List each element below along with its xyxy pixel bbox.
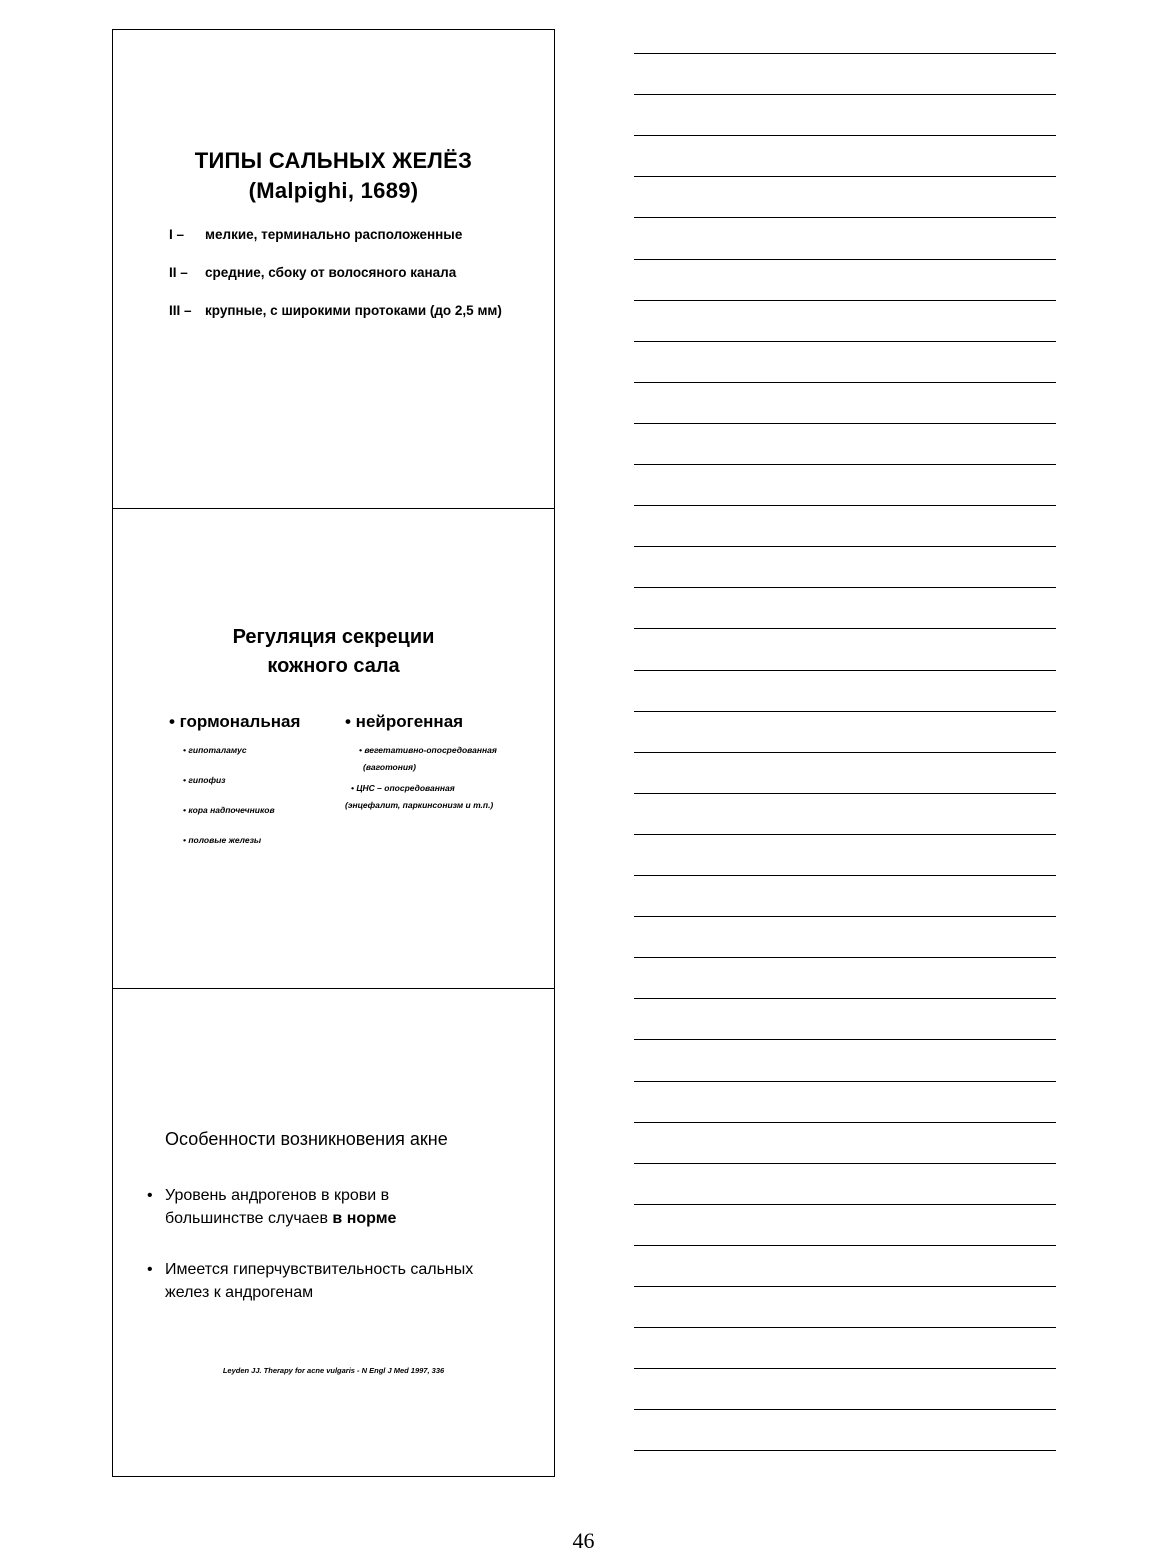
neurogenic-item: • ЦНС – опосредованная — [351, 783, 455, 793]
hormonal-column — [169, 711, 339, 861]
slide1-title-line2: (Malpighi, 1689) — [248, 178, 419, 203]
note-line — [634, 1409, 1056, 1410]
note-line — [634, 957, 1056, 958]
hormonal-item: • гипоталамус — [183, 745, 247, 755]
list-item — [169, 226, 539, 244]
note-line — [634, 53, 1056, 54]
list-item — [147, 1184, 477, 1230]
note-line — [634, 793, 1056, 794]
hormonal-heading: • гормональная — [169, 712, 301, 731]
slide3-title: Особенности возникновения акне — [165, 1129, 448, 1149]
hormonal-item: • половые железы — [183, 835, 262, 845]
list-item-number: I – — [169, 227, 185, 242]
note-line — [634, 1122, 1056, 1123]
note-line — [634, 628, 1056, 629]
list-item — [169, 264, 539, 282]
bullet-icon: • — [147, 1261, 153, 1278]
list-item-number: III – — [169, 303, 192, 318]
slide1-title — [113, 146, 554, 206]
note-line — [634, 1327, 1056, 1328]
list-item-text: средние, сбоку от волосяного канала — [205, 265, 457, 280]
note-line — [634, 300, 1056, 301]
bullet-text — [165, 1184, 477, 1230]
note-line — [634, 834, 1056, 835]
list-item-text: крупные, с широкими протоками (до 2,5 мм) — [205, 303, 502, 318]
hormonal-item: • кора надпочечников — [183, 805, 275, 815]
note-line — [634, 259, 1056, 260]
bullet-icon: • — [147, 1187, 153, 1204]
slide-acne-features — [113, 989, 554, 1476]
note-line — [634, 423, 1056, 424]
slide-sebum-regulation — [113, 509, 554, 989]
note-line — [634, 670, 1056, 671]
slide-sebaceous-gland-types — [113, 30, 554, 509]
slide1-list — [169, 226, 539, 340]
bullet-text-regular: Уровень андрогенов в крови в большинстве случаев — [165, 1187, 390, 1227]
note-line — [634, 1204, 1056, 1205]
note-line — [634, 341, 1056, 342]
note-line — [634, 464, 1056, 465]
note-line — [634, 1039, 1056, 1040]
list-item — [147, 1258, 477, 1304]
note-line — [634, 217, 1056, 218]
note-line — [634, 546, 1056, 547]
slide3-bullets — [147, 1184, 477, 1332]
note-line — [634, 711, 1056, 712]
note-line — [634, 1450, 1056, 1451]
note-line — [634, 998, 1056, 999]
note-line — [634, 1163, 1056, 1164]
note-line — [634, 1286, 1056, 1287]
note-line — [634, 916, 1056, 917]
note-line — [634, 1245, 1056, 1246]
slide2-title — [113, 623, 554, 681]
page-number: 46 — [572, 1528, 595, 1553]
slide2-title-line2: кожного сала — [267, 655, 400, 677]
note-line — [634, 135, 1056, 136]
note-line — [634, 1368, 1056, 1369]
note-line — [634, 505, 1056, 506]
note-line — [634, 1081, 1056, 1082]
notes-lines — [634, 0, 1056, 1500]
note-line — [634, 176, 1056, 177]
note-line — [634, 875, 1056, 876]
note-line — [634, 752, 1056, 753]
bullet-text: Имеется гиперчувствительность сальных желез к андрогенам — [165, 1261, 474, 1301]
slide2-title-line1: Регуляция секреции — [232, 626, 435, 648]
neurogenic-item-note: (ваготония) — [363, 762, 416, 772]
hormonal-item: • гипофиз — [183, 775, 226, 785]
slide1-title-line1: ТИПЫ САЛЬНЫХ ЖЕЛЁЗ — [194, 148, 473, 173]
note-line — [634, 382, 1056, 383]
neurogenic-heading: • нейрогенная — [345, 712, 464, 731]
neurogenic-item-note: (энцефалит, паркинсонизм и т.п.) — [345, 800, 494, 810]
citation: Leyden JJ. Therapy for acne vulgaris - N Engl J Med 1997, 336 — [222, 1366, 445, 1375]
neurogenic-item: • вегетативно-опосредованная — [359, 745, 497, 755]
bullet-text-bold: в норме — [332, 1210, 397, 1227]
slides-column — [112, 29, 555, 1477]
list-item — [169, 302, 539, 320]
note-line — [634, 587, 1056, 588]
list-item-number: II – — [169, 265, 188, 280]
neurogenic-column — [345, 711, 545, 815]
note-line — [634, 94, 1056, 95]
list-item-text: мелкие, терминально расположенные — [205, 227, 463, 242]
